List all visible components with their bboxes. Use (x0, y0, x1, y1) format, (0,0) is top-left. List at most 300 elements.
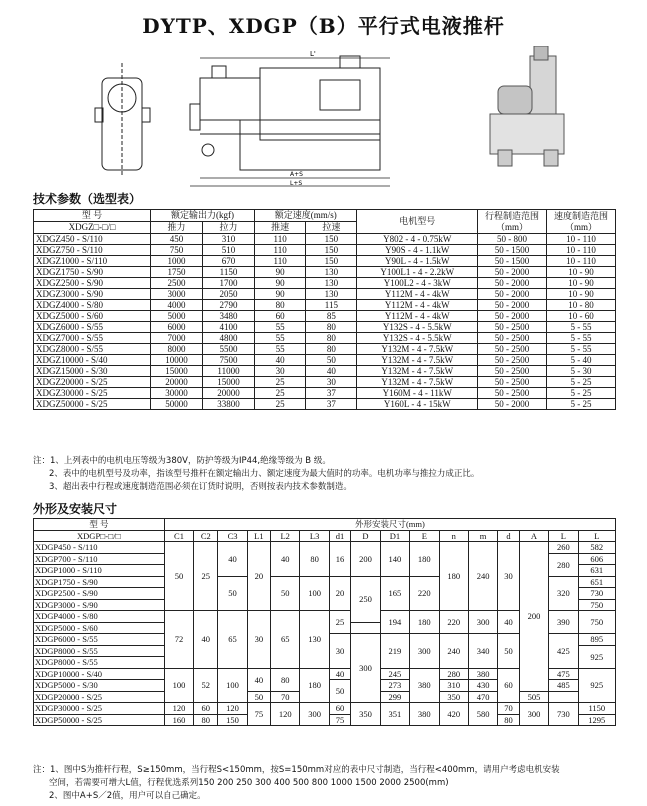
value-cell: 25 (255, 399, 306, 410)
dims-cell: 180 (439, 542, 468, 611)
dims-model: XDGP50000 - S/25 (34, 714, 165, 726)
dims-cell: 300 (351, 634, 380, 703)
value-cell: 50 - 2500 (478, 333, 547, 344)
model-cell: XDGZ750 - S/110 (34, 245, 151, 256)
dims-cell: 340 (468, 634, 497, 669)
dims-cell: 40 (498, 611, 519, 634)
value-cell: 80 (306, 344, 357, 355)
value-cell: 30 (255, 366, 306, 377)
dims-cell: 300 (468, 611, 497, 634)
dims-col-header: C2 (194, 530, 218, 542)
value-cell: 130 (306, 289, 357, 300)
dims-model: XDGP450 - S/110 (34, 542, 165, 554)
value-cell: 450 (151, 234, 203, 245)
dims-cell: 200 (519, 542, 548, 692)
dims-col-header: L (549, 530, 578, 542)
dims-col-header: L3 (300, 530, 329, 542)
value-cell: 30 (306, 377, 357, 388)
dims-col-header: A (519, 530, 548, 542)
value-cell: 10000 (151, 355, 203, 366)
dims-model: XDGP1000 - S/110 (34, 565, 165, 577)
dims-cell: 30 (247, 611, 270, 669)
value-cell: 50 - 1500 (478, 245, 547, 256)
dims-cell: 80 (498, 714, 519, 726)
dims-cell: 750 (578, 611, 615, 634)
dims-cell: 651 (578, 576, 615, 588)
value-cell: 50 - 2000 (478, 399, 547, 410)
value-cell: 5500 (203, 344, 255, 355)
value-cell: 90 (255, 267, 306, 278)
tech-header-stroke: 行程制造范围（mm） (478, 210, 547, 234)
value-cell: 37 (306, 388, 357, 399)
dims-model: XDGP3000 - S/90 (34, 599, 165, 611)
note-line: 注：1、上列表中的电机电压等级为380V，防护等级为IP44,绝缘等级为 B 级。 (33, 456, 331, 466)
dims-cell: 300 (410, 634, 439, 669)
technical-drawing (90, 48, 430, 188)
value-cell: 5 - 25 (547, 377, 616, 388)
value-cell: 50 - 2500 (478, 388, 547, 399)
value-cell: Y112M - 4 - 4kW (357, 289, 478, 300)
value-cell: 130 (306, 278, 357, 289)
value-cell: 4100 (203, 322, 255, 333)
dims-cell: 280 (439, 668, 468, 680)
dims-cell: 1150 (578, 703, 615, 715)
dims-col-header: E (410, 530, 439, 542)
dims-cell: 80 (271, 668, 300, 691)
drawing-label-l: L+S (290, 180, 303, 187)
value-cell: 20000 (203, 388, 255, 399)
model-cell: XDGZ20000 - S/25 (34, 377, 151, 388)
tech-header-motor: 电机型号 (357, 210, 478, 234)
dims-cell: 895 (578, 634, 615, 646)
dims-cell: 75 (329, 714, 350, 726)
dims-cell: 130 (300, 611, 329, 669)
value-cell: 7000 (151, 333, 203, 344)
dims-cell: 50 (164, 542, 193, 611)
value-cell: 85 (306, 311, 357, 322)
dims-cell: 1295 (578, 714, 615, 726)
dims-header-group: 外形安装尺寸(mm) (164, 519, 615, 531)
dims-cell: 150 (218, 714, 247, 726)
dims-cell: 120 (271, 703, 300, 726)
value-cell: 3480 (203, 311, 255, 322)
dims-cell: 250 (351, 576, 380, 622)
table-row (34, 278, 616, 289)
dims-col-header: L2 (271, 530, 300, 542)
dims-cell: 380 (468, 668, 497, 680)
dims-col-header: C1 (164, 530, 193, 542)
value-cell: 5 - 40 (547, 355, 616, 366)
dims-cell: 25 (329, 611, 350, 634)
value-cell: 1150 (203, 267, 255, 278)
dims-cell: 200 (351, 542, 380, 577)
value-cell: 11000 (203, 366, 255, 377)
value-cell: 50000 (151, 399, 203, 410)
product-photo (480, 46, 580, 171)
dims-cell: 70 (271, 691, 300, 703)
dims-cell: 320 (549, 576, 578, 611)
value-cell: 10 - 80 (547, 300, 616, 311)
tech-section-title: 技术参数（选型表） (33, 192, 142, 206)
table-row (34, 234, 616, 245)
dims-section-title: 外形及安装尺寸 (33, 502, 118, 516)
value-cell: 80 (306, 322, 357, 333)
tech-header-speed: 额定速度(mm/s) (255, 210, 357, 222)
value-cell: 50 - 2500 (478, 355, 547, 366)
value-cell: 3000 (151, 289, 203, 300)
value-cell: Y132S - 4 - 5.5kW (357, 333, 478, 344)
value-cell: 50 - 2000 (478, 300, 547, 311)
value-cell: Y132M - 4 - 7.5kW (357, 366, 478, 377)
value-cell: 1750 (151, 267, 203, 278)
value-cell: 90 (255, 278, 306, 289)
value-cell: 110 (255, 256, 306, 267)
dims-cell: 30 (498, 542, 519, 611)
dims-cell: 925 (578, 668, 615, 703)
dims-model: XDGP8000 - S/55 (34, 657, 165, 669)
dims-cell: 120 (164, 703, 193, 715)
dims-cell: 120 (218, 703, 247, 715)
model-cell: XDGZ5000 - S/60 (34, 311, 151, 322)
table-row (34, 322, 616, 333)
model-cell: XDGZ10000 - S/40 (34, 355, 151, 366)
value-cell: 510 (203, 245, 255, 256)
dims-cell: 240 (468, 542, 497, 611)
value-cell: 115 (306, 300, 357, 311)
value-cell: 150 (306, 256, 357, 267)
value-cell: 110 (255, 234, 306, 245)
value-cell: 15000 (151, 366, 203, 377)
dims-cell: 245 (380, 668, 409, 680)
value-cell: 4800 (203, 333, 255, 344)
dims-model: XDGP2500 - S/90 (34, 588, 165, 600)
value-cell: 2790 (203, 300, 255, 311)
value-cell: 20000 (151, 377, 203, 388)
dims-col-header: D1 (380, 530, 409, 542)
value-cell: 6000 (151, 322, 203, 333)
dims-col-header: m (468, 530, 497, 542)
dims-model: XDGP5000 - S/60 (34, 622, 165, 634)
dims-cell: 180 (410, 611, 439, 634)
dims-header-model: 型 号 (34, 519, 165, 531)
drawing-label-a: A+S (290, 171, 303, 178)
dims-cell: 505 (519, 691, 548, 703)
value-cell: 10 - 90 (547, 289, 616, 300)
value-cell: Y802 - 4 - 0.75kW (357, 234, 478, 245)
value-cell: 33800 (203, 399, 255, 410)
value-cell: Y112M - 4 - 4kW (357, 311, 478, 322)
value-cell: 50 (306, 355, 357, 366)
model-cell: XDGZ2500 - S/90 (34, 278, 151, 289)
dims-cell: 380 (410, 703, 439, 726)
note-line: 3、超出表中行程或速度制造范围必须在订货时说明，否则按表内技术参数制造。 (49, 482, 352, 492)
tech-header-speed-push: 推速 (255, 222, 306, 234)
dims-cell: 20 (329, 576, 350, 611)
tech-header-push: 推力 (151, 222, 203, 234)
dims-cell: 582 (578, 542, 615, 554)
dims-cell: 351 (380, 703, 409, 726)
dims-cell: 730 (549, 703, 578, 726)
value-cell: 5 - 25 (547, 399, 616, 410)
table-row (34, 289, 616, 300)
dims-cell: 40 (194, 611, 218, 669)
dims-cell: 140 (380, 542, 409, 577)
dims-cell: 220 (410, 576, 439, 611)
value-cell: 8000 (151, 344, 203, 355)
table-row (34, 300, 616, 311)
dims-col-header: C3 (218, 530, 247, 542)
value-cell: Y100L1 - 4 - 2.2kW (357, 267, 478, 278)
value-cell: 150 (306, 234, 357, 245)
value-cell: Y132M - 4 - 7.5kW (357, 355, 478, 366)
value-cell: 40 (255, 355, 306, 366)
dims-cell: 300 (300, 703, 329, 726)
dims-cell: 475 (549, 668, 578, 680)
dims-model: XDGP8000 - S/55 (34, 645, 165, 657)
value-cell: 50 - 2500 (478, 366, 547, 377)
dims-cell: 240 (439, 634, 468, 669)
model-cell: XDGZ6000 - S/55 (34, 322, 151, 333)
table-row (34, 245, 616, 256)
dims-cell: 750 (578, 599, 615, 611)
dims-cell: 80 (300, 542, 329, 577)
dims-cell: 280 (549, 553, 578, 576)
value-cell: 130 (306, 267, 357, 278)
tech-header-force: 额定输出力(kgf) (151, 210, 255, 222)
dims-cell: 60 (329, 703, 350, 715)
value-cell: 30000 (151, 388, 203, 399)
dims-cell: 310 (439, 680, 468, 692)
dims-cell: 350 (439, 691, 468, 703)
dims-cell: 65 (218, 611, 247, 669)
tech-params-table (33, 209, 616, 410)
dims-cell: 50 (247, 691, 270, 703)
model-cell: XDGZ4000 - S/80 (34, 300, 151, 311)
value-cell: 10 - 110 (547, 245, 616, 256)
dims-cell: 300 (519, 703, 548, 726)
value-cell: 1000 (151, 256, 203, 267)
value-cell: 50 - 2500 (478, 344, 547, 355)
table-row (34, 377, 616, 388)
dims-cell: 160 (164, 714, 193, 726)
dims-cell: 80 (194, 714, 218, 726)
value-cell: 110 (255, 245, 306, 256)
model-cell: XDGZ8000 - S/55 (34, 344, 151, 355)
value-cell: 40 (306, 366, 357, 377)
value-cell: 750 (151, 245, 203, 256)
dims-model: XDGP5000 - S/30 (34, 680, 165, 692)
dims-model: XDGP20000 - S/25 (34, 691, 165, 703)
tech-header-pull: 拉力 (203, 222, 255, 234)
model-cell: XDGZ15000 - S/30 (34, 366, 151, 377)
model-cell: XDGZ30000 - S/25 (34, 388, 151, 399)
dims-cell: 40 (247, 668, 270, 691)
value-cell: 90 (255, 289, 306, 300)
dims-cell: 485 (549, 680, 578, 692)
value-cell: 10 - 110 (547, 256, 616, 267)
value-cell: 37 (306, 399, 357, 410)
value-cell: 55 (255, 344, 306, 355)
dims-header-model-sub: XDGP□-□/□ (34, 530, 165, 542)
table-row (34, 333, 616, 344)
dims-model: XDGP10000 - S/40 (34, 668, 165, 680)
dims-cell: 273 (380, 680, 409, 692)
dims-cell: 65 (271, 611, 300, 669)
note-line: 2、图中A+S／2值，用户可以自己确定。 (49, 791, 206, 801)
note-line: 注：1、图中S为推杆行程，S≥150mm，当行程S<150mm，按S=150mm对应的表中尺寸制造，当行程<400mm，请用户考虑电机安装 (33, 765, 560, 775)
dims-cell: 100 (218, 668, 247, 703)
dims-cell: 470 (468, 691, 497, 703)
dims-cell: 219 (380, 634, 409, 669)
value-cell: Y90L - 4 - 1.5kW (357, 256, 478, 267)
value-cell: 50 - 2500 (478, 377, 547, 388)
dims-model: XDGP4000 - S/80 (34, 611, 165, 623)
value-cell: 80 (306, 333, 357, 344)
value-cell: Y90S - 4 - 1.1kW (357, 245, 478, 256)
dims-cell: 100 (300, 576, 329, 611)
dims-cell: 75 (247, 703, 270, 726)
dims-cell: 60 (498, 668, 519, 703)
dims-cell: 100 (164, 668, 193, 703)
dims-notes (33, 764, 623, 803)
value-cell: Y112M - 4 - 4kW (357, 300, 478, 311)
table-row (34, 388, 616, 399)
table-row (34, 256, 616, 267)
value-cell: 5 - 55 (547, 344, 616, 355)
value-cell: 7500 (203, 355, 255, 366)
value-cell: 25 (255, 377, 306, 388)
dims-cell: 220 (439, 611, 468, 634)
dims-cell: 70 (498, 703, 519, 715)
value-cell: 10 - 60 (547, 311, 616, 322)
dims-cell: 40 (218, 542, 247, 577)
value-cell: 10 - 110 (547, 234, 616, 245)
dims-cell: 40 (271, 542, 300, 577)
dims-cell: 730 (578, 588, 615, 600)
table-row (34, 311, 616, 322)
tech-header-model: 型 号 (34, 210, 151, 222)
dims-model: XDGP700 - S/110 (34, 553, 165, 565)
dims-cell: 50 (218, 576, 247, 611)
dims-cell: 180 (410, 542, 439, 577)
tech-header-model-sub: XDGZ□-□/□ (34, 222, 151, 234)
model-cell: XDGZ450 - S/110 (34, 234, 151, 245)
value-cell: 50 - 2000 (478, 278, 547, 289)
dims-cell: 425 (549, 634, 578, 669)
dims-cell: 50 (329, 680, 350, 703)
value-cell: 50 - 800 (478, 234, 547, 245)
value-cell: 50 - 2000 (478, 311, 547, 322)
dims-col-header: d1 (329, 530, 350, 542)
note-line: 空间，若需要可增大L值，行程优选系列150 200 250 300 400 500 800 1000 1500 2000 2500(mm) (49, 778, 449, 788)
value-cell: Y132M - 4 - 7.5kW (357, 344, 478, 355)
dims-cell: 50 (498, 634, 519, 669)
value-cell: 670 (203, 256, 255, 267)
value-cell: 55 (255, 322, 306, 333)
value-cell: Y100L2 - 4 - 3kW (357, 278, 478, 289)
value-cell: 50 - 1500 (478, 256, 547, 267)
dims-cell: 25 (194, 542, 218, 611)
value-cell: 2050 (203, 289, 255, 300)
dims-cell: 16 (329, 542, 350, 577)
dims-cell: 925 (578, 645, 615, 668)
value-cell: Y132M - 4 - 7.5kW (357, 377, 478, 388)
value-cell: 10 - 90 (547, 267, 616, 278)
dims-cell: 580 (468, 703, 497, 726)
dims-model: XDGP30000 - S/25 (34, 703, 165, 715)
value-cell: 4000 (151, 300, 203, 311)
drawing-label-l1: L' (310, 50, 316, 58)
value-cell: 5 - 55 (547, 333, 616, 344)
value-cell: 5 - 30 (547, 366, 616, 377)
dims-cell: 430 (468, 680, 497, 692)
dims-cell: 390 (549, 611, 578, 634)
dims-model: XDGP1750 - S/90 (34, 576, 165, 588)
dims-cell: 194 (380, 611, 409, 634)
table-row (34, 267, 616, 278)
dims-cell: 30 (329, 634, 350, 669)
page-title: DYTP、XDGP（B）平行式电液推杆 (142, 14, 505, 38)
dims-model: XDGP6000 - S/55 (34, 634, 165, 646)
value-cell: 25 (255, 388, 306, 399)
dims-cell: 606 (578, 553, 615, 565)
dims-col-header: d (498, 530, 519, 542)
dims-col-header: n (439, 530, 468, 542)
dims-cell: 260 (549, 542, 578, 554)
value-cell: Y160M - 4 - 11kW (357, 388, 478, 399)
value-cell: Y160L - 4 - 15kW (357, 399, 478, 410)
value-cell: 5000 (151, 311, 203, 322)
dims-cell: 165 (380, 576, 409, 611)
tech-header-speed-range: 速度制造范围（mm） (547, 210, 616, 234)
dims-cell: 40 (329, 668, 350, 680)
model-cell: XDGZ7000 - S/55 (34, 333, 151, 344)
dims-cell: 180 (300, 668, 329, 703)
dimensions-table (33, 518, 616, 726)
value-cell: 310 (203, 234, 255, 245)
model-cell: XDGZ3000 - S/90 (34, 289, 151, 300)
value-cell: 80 (255, 300, 306, 311)
dims-cell: 380 (410, 668, 439, 703)
dims-col-header: D (351, 530, 380, 542)
dims-cell: 72 (164, 611, 193, 669)
dims-cell: 20 (247, 542, 270, 611)
value-cell: 2500 (151, 278, 203, 289)
value-cell: 1700 (203, 278, 255, 289)
note-line: 2、表中的电机型号及功率，指该型号推杆在额定输出力、额定速度为最大值时的功率。电机功率与推拉力成正比。 (49, 469, 480, 479)
dims-cell: 631 (578, 565, 615, 577)
model-cell: XDGZ1000 - S/110 (34, 256, 151, 267)
table-row (34, 399, 616, 410)
value-cell: 5 - 55 (547, 322, 616, 333)
table-row (34, 344, 616, 355)
model-cell: XDGZ50000 - S/25 (34, 399, 151, 410)
dims-cell: 420 (439, 703, 468, 726)
value-cell: 55 (255, 333, 306, 344)
value-cell: 5 - 25 (547, 388, 616, 399)
value-cell: 15000 (203, 377, 255, 388)
value-cell: Y132S - 4 - 5.5kW (357, 322, 478, 333)
value-cell: 10 - 90 (547, 278, 616, 289)
table-row (34, 355, 616, 366)
value-cell: 50 - 2500 (478, 322, 547, 333)
dims-cell: 52 (194, 668, 218, 703)
dims-cell: 50 (271, 576, 300, 611)
model-cell: XDGZ1750 - S/90 (34, 267, 151, 278)
dims-cell: 299 (380, 691, 409, 703)
value-cell: 60 (255, 311, 306, 322)
value-cell: 50 - 2000 (478, 289, 547, 300)
